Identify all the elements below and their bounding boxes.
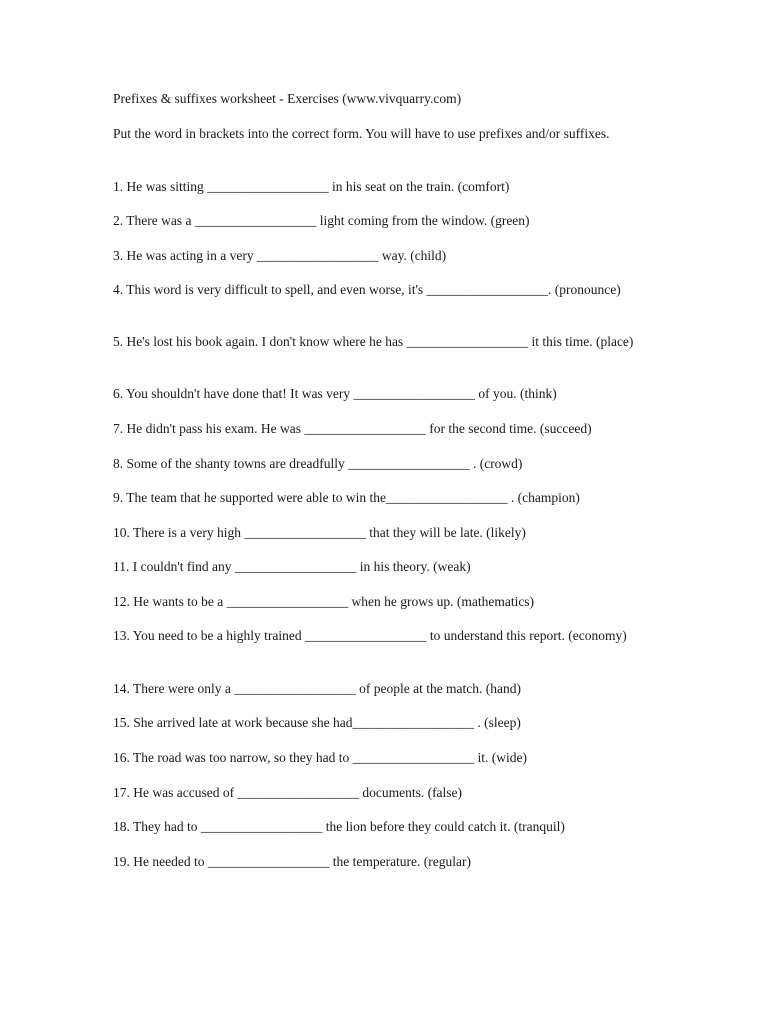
- answer-blank: __________________: [194, 213, 317, 228]
- exercise-text-after: . (champion): [507, 490, 580, 505]
- answer-blank: __________________: [386, 490, 508, 505]
- exercise-text-after: the lion before they could catch it. (tranquil): [322, 819, 565, 834]
- exercise-text-after: in his seat on the train. (comfort): [328, 179, 510, 194]
- answer-blank: __________________: [234, 681, 356, 696]
- exercise-text-before: 4. This word is very difficult to spell, and even worse, it's: [113, 282, 427, 297]
- answer-blank: __________________: [304, 421, 426, 436]
- exercise-text-before: 8. Some of the shanty towns are dreadfully: [113, 456, 349, 471]
- exercise-text-after: . (pronounce): [548, 282, 621, 297]
- exercise-item: [113, 385, 653, 402]
- exercise-text-before: 16. The road was too narrow, so they had to: [113, 750, 353, 765]
- exercise-text-after: of people at the match. (hand): [355, 681, 522, 696]
- exercise-text-before: 19. He needed to: [113, 854, 208, 869]
- exercise-item: [113, 593, 653, 610]
- answer-blank: __________________: [207, 854, 330, 869]
- answer-blank: __________________: [226, 594, 349, 609]
- exercise-text-before: 3. He was acting in a very: [113, 248, 257, 263]
- exercise-item: [113, 558, 653, 575]
- answer-blank: __________________: [256, 248, 379, 263]
- exercise-text-after: it. (wide): [474, 750, 527, 765]
- exercise-text-before: 13. You need to be a highly trained: [113, 628, 305, 643]
- exercise-text-after: the temperature. (regular): [329, 854, 472, 869]
- exercise-item: [113, 420, 653, 437]
- answer-blank: __________________: [348, 456, 470, 471]
- exercise-item: [113, 680, 653, 697]
- exercise-text-after: . (sleep): [474, 715, 521, 730]
- exercise-text-after: for the second time. (succeed): [425, 421, 592, 436]
- exercise-text-after: it this time. (place): [528, 334, 634, 349]
- exercise-item: [113, 749, 653, 766]
- answer-blank: __________________: [352, 750, 475, 765]
- exercise-item: [113, 333, 653, 350]
- exercise-item: [113, 524, 653, 541]
- exercise-text-before: 18. They had to: [113, 819, 201, 834]
- worksheet-title: Prefixes & suffixes worksheet - Exercises (www.vivquarry.com): [113, 91, 462, 106]
- exercise-item: [113, 627, 653, 644]
- exercise-text-after: that they will be late. (likely): [365, 525, 526, 540]
- answer-blank: __________________: [207, 179, 329, 194]
- exercise-text-after: to understand this report. (economy): [426, 628, 627, 643]
- exercise-item: [113, 853, 653, 870]
- answer-blank: __________________: [426, 282, 549, 297]
- exercise-text-before: 10. There is a very high: [113, 525, 245, 540]
- exercise-text-before: 12. He wants to be a: [113, 594, 227, 609]
- exercise-text-after: . (crowd): [469, 456, 523, 471]
- answer-blank: __________________: [352, 715, 475, 730]
- exercise-text-before: 15. She arrived late at work because she had: [113, 715, 353, 730]
- answer-blank: __________________: [237, 785, 359, 800]
- exercise-item: [113, 247, 653, 264]
- exercise-item: [113, 281, 653, 298]
- exercise-item: [113, 714, 653, 731]
- answer-blank: __________________: [353, 386, 476, 401]
- exercise-text-before: 5. He's lost his book again. I don't know where he has: [113, 334, 407, 349]
- answer-blank: __________________: [406, 334, 529, 349]
- exercise-text-before: 14. There were only a: [113, 681, 235, 696]
- exercise-text-after: way. (child): [378, 248, 447, 263]
- exercise-text-before: 17. He was accused of: [113, 785, 238, 800]
- exercise-item: [113, 212, 653, 229]
- exercise-item: [113, 784, 653, 801]
- answer-blank: __________________: [244, 525, 366, 540]
- exercise-text-after: light coming from the window. (green): [316, 213, 530, 228]
- exercise-text-before: 6. You shouldn't have done that! It was very: [113, 386, 354, 401]
- answer-blank: __________________: [200, 819, 323, 834]
- exercise-text-after: of you. (think): [475, 386, 557, 401]
- exercise-item: [113, 818, 653, 835]
- exercise-text-after: in his theory. (weak): [356, 559, 471, 574]
- exercise-item: [113, 455, 653, 472]
- answer-blank: __________________: [234, 559, 357, 574]
- exercise-item: [113, 178, 653, 195]
- exercise-text-after: when he grows up. (mathematics): [348, 594, 535, 609]
- answer-blank: __________________: [304, 628, 427, 643]
- worksheet-instructions: Put the word in brackets into the correct form. You will have to use prefixes and/or suffixes.: [113, 126, 610, 141]
- exercise-text-before: 11. I couldn't find any: [113, 559, 235, 574]
- exercise-text-before: 1. He was sitting: [113, 179, 208, 194]
- exercise-text-after: documents. (false): [358, 785, 463, 800]
- exercise-text-before: 2. There was a: [113, 213, 195, 228]
- exercise-item: [113, 489, 653, 506]
- exercise-text-before: 7. He didn't pass his exam. He was: [113, 421, 305, 436]
- exercise-text-before: 9. The team that he supported were able to win the: [113, 490, 387, 505]
